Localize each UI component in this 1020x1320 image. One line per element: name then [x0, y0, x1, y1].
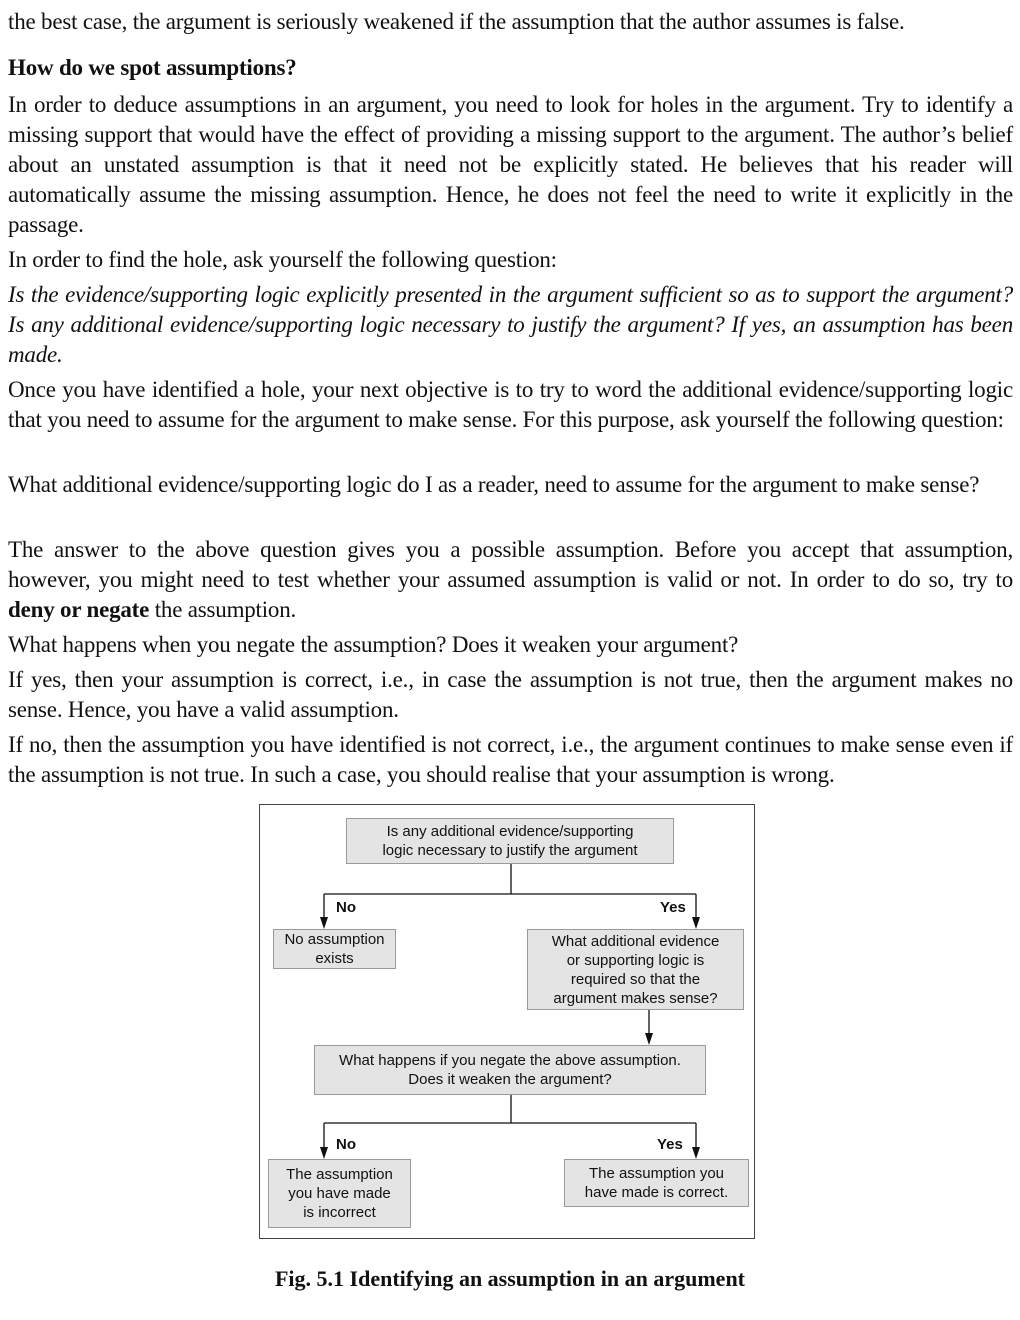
box-assumption-incorrect: The assumption you have made is incorrect	[268, 1159, 411, 1228]
paragraph: Once you have identified a hole, your next objective is to try to word the additional evidence/supporting logic that you need to assume for the argument to make sense. For this purpose, ask yourself the following question:	[8, 377, 1013, 432]
paragraph: If no, then the assumption you have identified is not correct, i.e., the argument continues to make sense even if the assumption is not true. In such a case, you should realise that your assumption is wrong.	[8, 732, 1013, 787]
decision-box-negate: What happens if you negate the above assumption. Does it weaken the argument?	[314, 1045, 706, 1095]
decision-box-additional-evidence: Is any additional evidence/supporting logic necessary to justify the argument	[346, 818, 674, 864]
figure-caption: Fig. 5.1 Identifying an assumption in an argument	[274, 1266, 746, 1291]
paragraph	[8, 535, 1013, 625]
paragraph: In order to find the hole, ask yourself the following question:	[8, 247, 557, 272]
text: the assumption.	[149, 597, 297, 622]
box-what-additional-evidence: What additional evidence or supporting logic is required so that the argument makes sense?	[527, 929, 744, 1010]
paragraph: What happens when you negate the assumption? Does it weaken your argument?	[8, 632, 739, 657]
paragraph: In order to deduce assumptions in an argument, you need to look for holes in the argument. Try to identify a missing support that would have the effect of providing a missing support to the argument. The author’s belief about an unstated assumption is that it need not be explicitly stated. He believes that his reader will automatically assume the missing assumption. Hence, he does not feel the need to write it explicitly in the passage.	[8, 92, 1013, 237]
box-no-assumption: No assumption exists	[273, 929, 396, 969]
yes-label: Yes	[657, 1136, 683, 1153]
flowchart-figure	[259, 804, 755, 1239]
section-heading: How do we spot assumptions?	[8, 55, 297, 80]
box-assumption-correct: The assumption you have made is correct.	[564, 1159, 749, 1207]
italic-question: Is the evidence/supporting logic explicitly presented in the argument sufficient so as to support the argument? Is any additional evidence/supporting logic necessary to justify the argument? If yes, an assumption has been made.	[8, 282, 1013, 367]
bold-text: deny or negate	[8, 597, 150, 622]
no-label: No	[336, 1136, 356, 1153]
paragraph: If yes, then your assumption is correct, i.e., in case the assumption is not true, then the argument makes no sense. Hence, you have a valid assumption.	[8, 667, 1013, 722]
no-label: No	[336, 899, 356, 916]
paragraph: the best case, the argument is seriously weakened if the assumption that the author assumes is false.	[8, 9, 905, 34]
yes-label: Yes	[660, 899, 686, 916]
text: The answer to the above question gives you a possible assumption. Before you accept that assumption, however, you might need to test whether your assumed assumption is valid or not. In order to do so, try to	[8, 537, 1013, 592]
paragraph: What additional evidence/supporting logic do I as a reader, need to assume for the argument to make sense?	[8, 472, 980, 497]
